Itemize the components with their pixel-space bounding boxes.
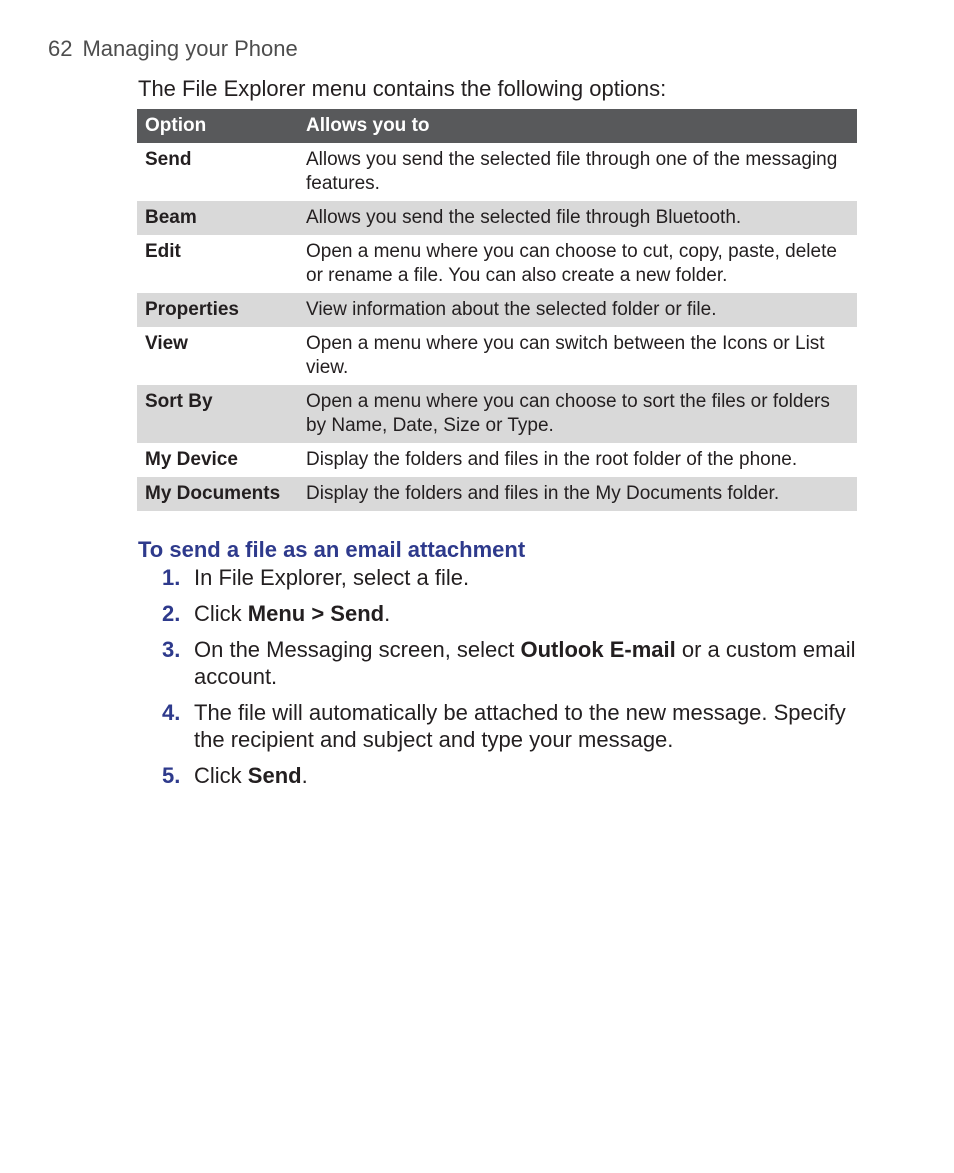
step-text-run: Click bbox=[194, 601, 248, 626]
table-row bbox=[137, 327, 857, 385]
step-number: 1. bbox=[162, 565, 181, 590]
table-header-row bbox=[137, 109, 857, 143]
page-number: 62 bbox=[48, 36, 73, 61]
step-text bbox=[194, 565, 469, 590]
step-text bbox=[194, 700, 846, 752]
intro-text: The File Explorer menu contains the following options: bbox=[138, 76, 667, 101]
step-number: 5. bbox=[162, 763, 181, 788]
table-row bbox=[137, 443, 857, 477]
step-text-run: The file will automatically be attached to the new message. Specify the recipient and subject and type your message. bbox=[194, 700, 846, 752]
option-name: My Device bbox=[145, 449, 238, 470]
option-name: Edit bbox=[145, 241, 181, 262]
option-name: My Documents bbox=[137, 477, 298, 511]
step-text-run: Click bbox=[194, 763, 248, 788]
list-item bbox=[162, 636, 862, 690]
step-text-run: . bbox=[301, 763, 308, 788]
option-description: View information about the selected folder or file. bbox=[298, 293, 857, 327]
step-text bbox=[194, 637, 855, 689]
page-header bbox=[48, 36, 298, 62]
file-explorer-options-table bbox=[137, 109, 857, 511]
option-name: Send bbox=[145, 149, 192, 170]
list-item bbox=[162, 699, 862, 753]
option-description: Display the folders and files in the My Documents folder. bbox=[298, 477, 857, 511]
step-text-run: In File Explorer, select a file. bbox=[194, 565, 470, 590]
list-item bbox=[162, 600, 862, 627]
step-text bbox=[194, 763, 308, 788]
table-row bbox=[137, 201, 857, 235]
option-description: Open a menu where you can choose to sort the files or folders by Name, Date, Size or Type. bbox=[298, 385, 857, 443]
step-number: 2. bbox=[162, 601, 181, 626]
step-text-bold: Menu > Send bbox=[247, 601, 385, 626]
step-text-bold: Send bbox=[247, 763, 302, 788]
chapter-title: Managing your Phone bbox=[82, 36, 298, 61]
step-text bbox=[194, 601, 390, 626]
column-header-option: Option bbox=[137, 109, 298, 143]
option-description: Open a menu where you can choose to cut, copy, paste, delete or rename a file. You can also create a new folder. bbox=[306, 241, 837, 286]
step-text-run: On the Messaging screen, select bbox=[194, 637, 521, 662]
option-name: View bbox=[145, 333, 188, 354]
procedure-title: To send a file as an email attachment bbox=[138, 537, 526, 562]
list-item bbox=[162, 762, 862, 789]
table-row bbox=[137, 385, 857, 443]
option-description: Allows you send the selected file through one of the messaging features. bbox=[306, 149, 838, 194]
step-text-bold: Outlook E-mail bbox=[520, 637, 676, 662]
table-row bbox=[137, 293, 857, 327]
table-row bbox=[137, 143, 857, 201]
step-text-run: . bbox=[384, 601, 391, 626]
table-row bbox=[137, 477, 857, 511]
option-description: Allows you send the selected file through Bluetooth. bbox=[298, 201, 857, 235]
option-name: Sort By bbox=[137, 385, 298, 443]
option-name: Properties bbox=[137, 293, 298, 327]
step-number: 3. bbox=[162, 637, 181, 662]
step-text-run: or a custom email account. bbox=[194, 637, 856, 689]
option-description: Open a menu where you can switch between the Icons or List view. bbox=[306, 333, 825, 378]
procedure-steps bbox=[162, 564, 862, 798]
column-header-allows: Allows you to bbox=[298, 109, 857, 143]
option-description: Display the folders and files in the root folder of the phone. bbox=[306, 449, 798, 470]
table-row bbox=[137, 235, 857, 293]
list-item bbox=[162, 564, 862, 591]
step-number: 4. bbox=[162, 700, 181, 725]
option-name: Beam bbox=[137, 201, 298, 235]
